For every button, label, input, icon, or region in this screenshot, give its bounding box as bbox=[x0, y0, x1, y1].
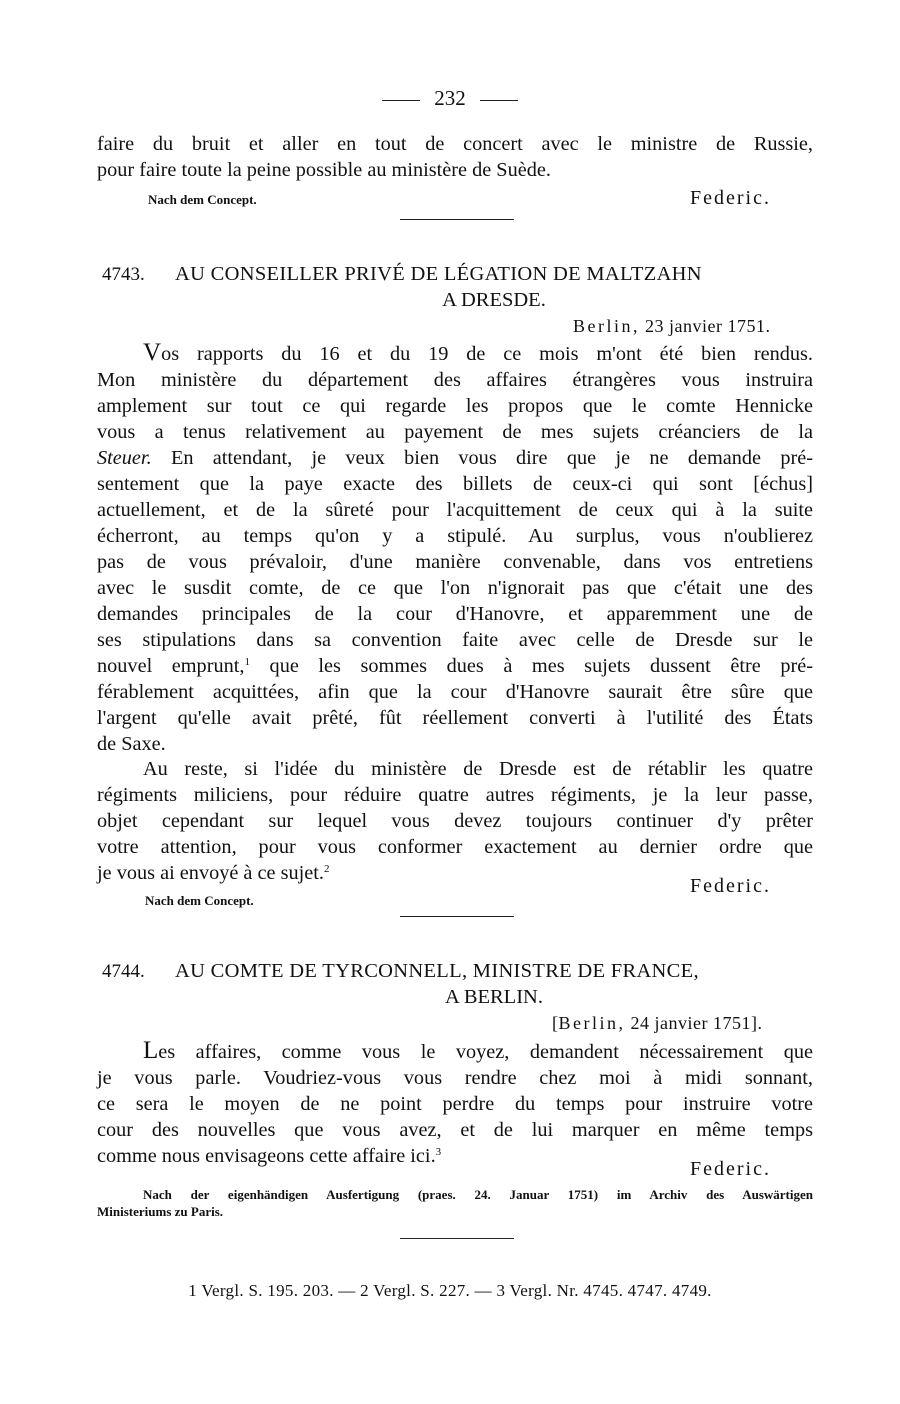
text-line: Mon ministère du département des affaires étrangères vous instruira bbox=[97, 369, 813, 391]
date-text: 24 janvier 1751]. bbox=[630, 1013, 763, 1033]
text-line: faire du bruit et aller en tout de concert avec le ministre de Russie, bbox=[97, 133, 813, 155]
text-line: nouvel emprunt,$^1$ que les sommes dues à mes sujets dussent être pré- bbox=[97, 655, 814, 677]
dateline: [Berlin, 24 janvier 1751]. bbox=[552, 1013, 763, 1033]
text-line: pas de vous prévaloir, d'une manière convenable, dans vos entretiens bbox=[97, 551, 813, 573]
source-note: Nach dem Concept. bbox=[148, 192, 257, 207]
text-line: amplement sur tout ce qui regarde les propos que le comte Hennicke bbox=[97, 395, 813, 417]
text-line: Au reste, si l'idée du ministère de Dresde est de rétablir les quatre bbox=[143, 758, 813, 780]
drop-cap: V bbox=[143, 339, 162, 366]
page-number-text: 232 bbox=[434, 86, 466, 110]
text-line: comme nous envisageons cette affaire ici.$^3$ bbox=[97, 1145, 442, 1167]
letter-4743-paragraph-2 bbox=[97, 756, 813, 886]
section-divider bbox=[400, 1238, 514, 1239]
letter-number: 4744. bbox=[102, 961, 145, 982]
source-note: Nach dem Concept. bbox=[145, 893, 254, 908]
footnote-marker: 1 bbox=[244, 656, 250, 668]
page-number-dash-right bbox=[480, 100, 518, 101]
page-number bbox=[0, 86, 900, 111]
heading-line: A BERLIN. bbox=[445, 986, 543, 1008]
text-line: férablement acquittées, afin que la cour d'Hanovre saurait être sûre que bbox=[97, 681, 813, 703]
date-place: Berlin, bbox=[573, 316, 640, 336]
letter-4743-paragraph-1 bbox=[97, 340, 813, 757]
signature: Federic. bbox=[690, 187, 771, 209]
signature: Federic. bbox=[690, 1158, 771, 1180]
page-number-dash-left bbox=[382, 100, 420, 101]
heading-line: AU CONSEILLER PRIVÉ DE LÉGATION DE MALTZAHN bbox=[175, 263, 702, 285]
text-line: objet cependant sur lequel vous devez toujours continuer d'y prêter bbox=[97, 810, 813, 832]
text-line: pour faire toute la peine possible au ministère de Suède. bbox=[97, 159, 551, 181]
text-line: Steuer. En attendant, je veux bien vous dire que je ne demande pré- bbox=[97, 447, 813, 469]
text-line: vous a tenus relativement au payement de mes sujets créanciers de la bbox=[97, 421, 813, 443]
text-line: ses stipulations dans sa convention faite avec celle de Dresde sur le bbox=[97, 629, 813, 651]
text-line: de Saxe. bbox=[97, 733, 166, 755]
source-line: Nach der eigenhändigen Ausfertigung (praes. 24. Januar 1751) im Archiv des Auswärtigen bbox=[143, 1187, 813, 1202]
text-line: Vos rapports du 16 et du 19 de ce mois m'ont été bien rendus. bbox=[143, 339, 813, 366]
section-divider bbox=[400, 219, 514, 220]
intro-paragraph bbox=[97, 131, 813, 183]
letter-4744-paragraph-1 bbox=[97, 1038, 813, 1169]
source-line: Ministeriums zu Paris. bbox=[97, 1204, 224, 1219]
footnotes: 1 Vergl. S. 195. 203. — 2 Vergl. S. 227. — 3 Vergl. Nr. 4745. 4747. 4749. bbox=[188, 1281, 712, 1300]
text-line: avec le susdit comte, de ce que l'on n'ignorait pas que c'était une des bbox=[97, 577, 813, 599]
text-line: écherront, au temps qu'on y a stipulé. Au surplus, vous n'oublierez bbox=[97, 525, 813, 547]
text-line: je vous parle. Voudriez-vous vous rendre chez moi à midi sonnant, bbox=[97, 1067, 813, 1089]
footnote-marker: 3 bbox=[435, 1146, 442, 1158]
letter-4743-heading bbox=[97, 261, 813, 313]
drop-cap: L bbox=[143, 1037, 159, 1064]
text-line: votre attention, pour vous conformer exactement au dernier ordre que bbox=[97, 836, 813, 858]
heading-line: A DRESDE. bbox=[442, 289, 546, 311]
letter-number: 4743. bbox=[102, 264, 145, 285]
text-line: Les affaires, comme vous le voyez, demandent nécessairement que bbox=[143, 1037, 813, 1064]
letter-4744-heading bbox=[97, 958, 813, 1010]
italic-term: Steuer. bbox=[97, 447, 152, 469]
date-text: 23 janvier 1751. bbox=[645, 316, 771, 336]
signature: Federic. bbox=[690, 875, 771, 897]
heading-line: AU COMTE DE TYRCONNELL, MINISTRE DE FRANCE, bbox=[175, 960, 699, 982]
date-place: Berlin, bbox=[558, 1013, 626, 1033]
footnote-marker: 2 bbox=[323, 863, 330, 875]
text-line: je vous ai envoyé à ce sujet.$^2$ bbox=[97, 862, 330, 884]
dateline bbox=[573, 316, 770, 337]
section-divider bbox=[400, 916, 514, 917]
text-line: demandes principales de la cour d'Hanovre, et apparemment une de bbox=[97, 603, 813, 625]
text-line: régiments miliciens, pour réduire quatre autres régiments, je la leur passe, bbox=[97, 784, 813, 806]
archival-source-note bbox=[97, 1186, 813, 1220]
text-line: actuellement, et de la sûreté pour l'acquittement de ceux qui à la suite bbox=[97, 499, 813, 521]
text-line: l'argent qu'elle avait prêté, fût réellement converti à l'utilité des États bbox=[97, 707, 813, 729]
text-line: cour des nouvelles que vous avez, et de lui marquer en même temps bbox=[97, 1119, 813, 1141]
text-line: ce sera le moyen de ne point perdre du temps pour instruire votre bbox=[97, 1093, 813, 1115]
text-line: sentement que la paye exacte des billets de ceux-ci qui sont [échus] bbox=[97, 473, 813, 495]
